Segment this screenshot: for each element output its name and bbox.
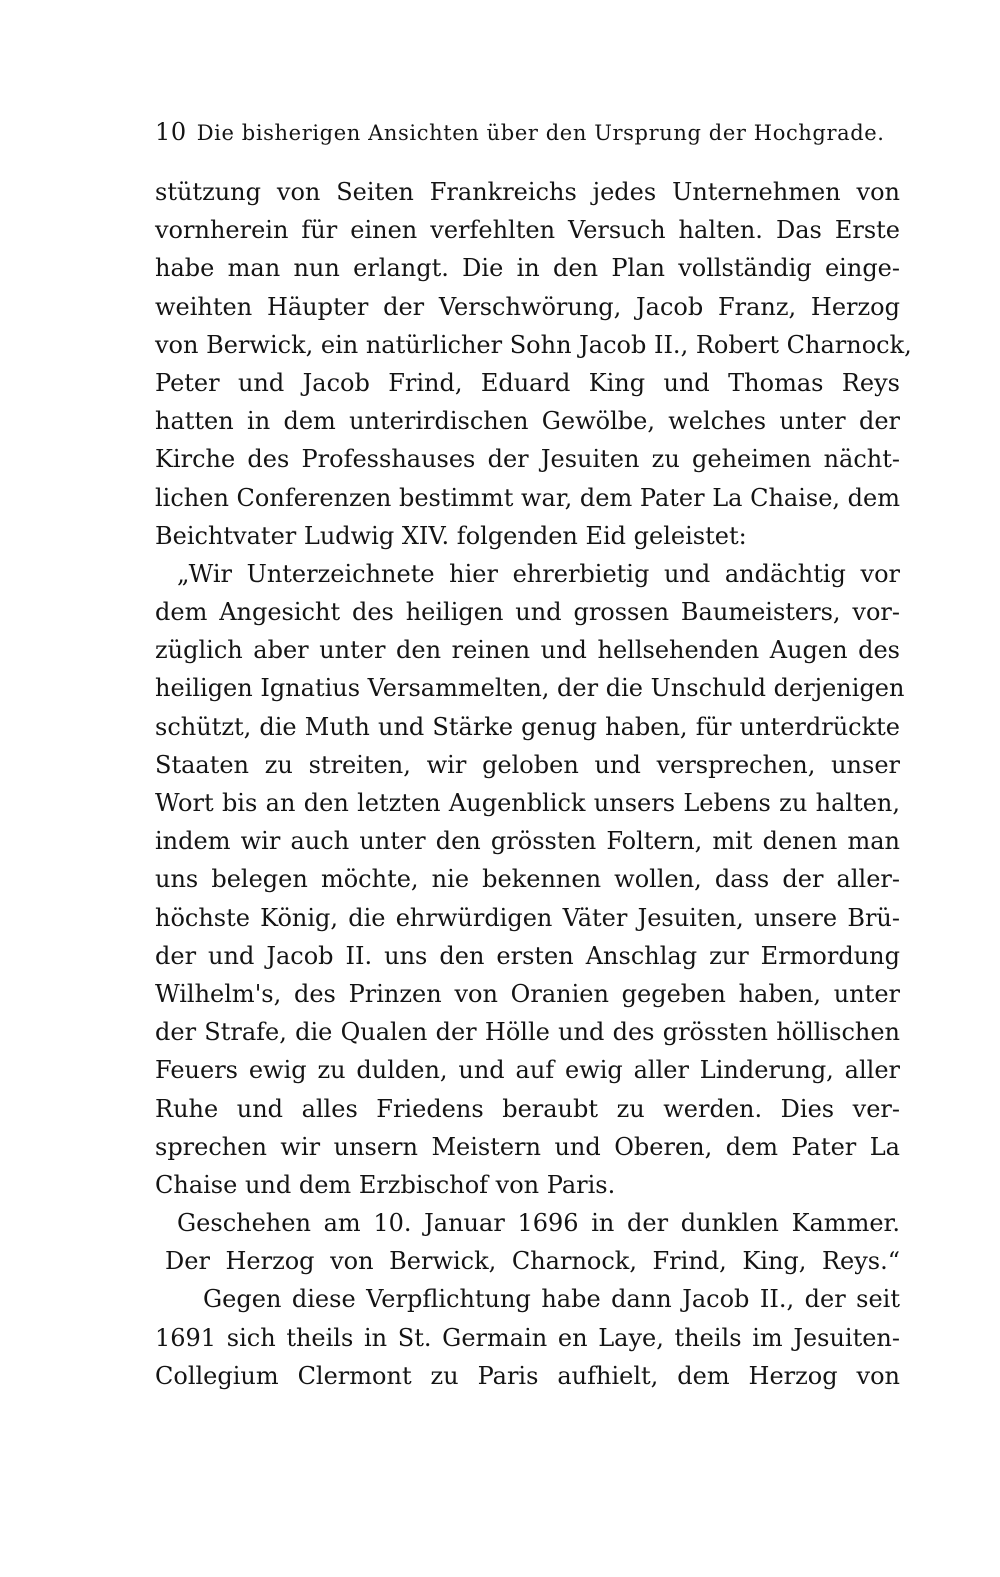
oath-line: uns belegen möchte, nie bekennen wollen, dass der aller- (155, 865, 900, 894)
text-line: hatten in dem unterirdischen Gewölbe, welches unter der (155, 407, 900, 436)
oath-line: der und Jacob II. uns den ersten Anschlag zur Ermordung (155, 941, 900, 970)
oath-line: Wilhelm's, des Prinzen von Oranien gegeben haben, unter (155, 979, 900, 1008)
oath-line: der Strafe, die Qualen der Hölle und des grössten höllischen (155, 1018, 900, 1047)
oath-line: heiligen Ignatius Versammelten, der die Unschuld derjenigen (155, 674, 905, 703)
page-number: 10 (155, 118, 187, 146)
text-line: habe man nun erlangt. Die in den Plan vollständig einge- (155, 254, 900, 283)
running-title: Die bisherigen Ansichten über den Ursprung der Hochgrade. (196, 121, 885, 145)
signature-line: Der Herzog von Berwick, Charnock, Frind, King, Reys.“ (165, 1247, 900, 1276)
text-line: Kirche des Professhauses der Jesuiten zu geheimen nächt- (155, 445, 900, 474)
oath-line: Staaten zu streiten, wir geloben und versprechen, unser (155, 750, 900, 779)
date-line: Geschehen am 10. Januar 1696 in der dunklen Kammer. (177, 1209, 900, 1238)
text-line: Peter und Jacob Frind, Eduard King und Thomas Reys (155, 368, 900, 397)
text-line: weihten Häupter der Verschwörung, Jacob Franz, Herzog (155, 292, 900, 321)
text-line: lichen Conferenzen bestimmt war, dem Pater La Chaise, dem (155, 483, 900, 512)
oath-line: indem wir auch unter den grössten Foltern, mit denen man (155, 827, 900, 856)
oath-line: sprechen wir unsern Meistern und Oberen, dem Pater La (155, 1132, 900, 1161)
oath-line: züglich aber unter den reinen und hellsehenden Augen des (155, 636, 900, 665)
oath-line: „Wir Unterzeichnete hier ehrerbietig und andächtig vor (177, 559, 900, 588)
oath-line: höchste König, die ehrwürdigen Väter Jesuiten, unsere Brü- (155, 903, 900, 932)
body-text (155, 173, 912, 1395)
text-line: vornherein für einen verfehlten Versuch halten. Das Erste (155, 216, 900, 245)
text-line: 1691 sich theils in St. Germain en Laye, theils im Jesuiten- (155, 1323, 900, 1352)
text-line: Beichtvater Ludwig XIV. folgenden Eid geleistet: (155, 521, 747, 550)
oath-line: Chaise und dem Erzbischof von Paris. (155, 1170, 616, 1199)
text-line: stützung von Seiten Frankreichs jedes Unternehmen von (155, 178, 900, 206)
oath-line: schützt, die Muth und Stärke genug haben, für unterdrückte (155, 712, 900, 741)
text-line: von Berwick, ein natürlicher Sohn Jacob II., Robert Charnock, (155, 330, 912, 359)
text-line: Collegium Clermont zu Paris aufhielt, dem Herzog von (155, 1361, 900, 1390)
oath-line: Wort bis an den letzten Augenblick unsers Lebens zu halten, (155, 789, 900, 817)
oath-line: dem Angesicht des heiligen und grossen Baumeisters, vor- (155, 598, 900, 627)
text-line: Gegen diese Verpflichtung habe dann Jacob II., der seit (203, 1285, 900, 1314)
running-head (155, 117, 915, 148)
oath-line: Ruhe und alles Friedens beraubt zu werden. Dies ver- (155, 1094, 900, 1123)
oath-line: Feuers ewig zu dulden, und auf ewig aller Linderung, aller (155, 1056, 900, 1085)
